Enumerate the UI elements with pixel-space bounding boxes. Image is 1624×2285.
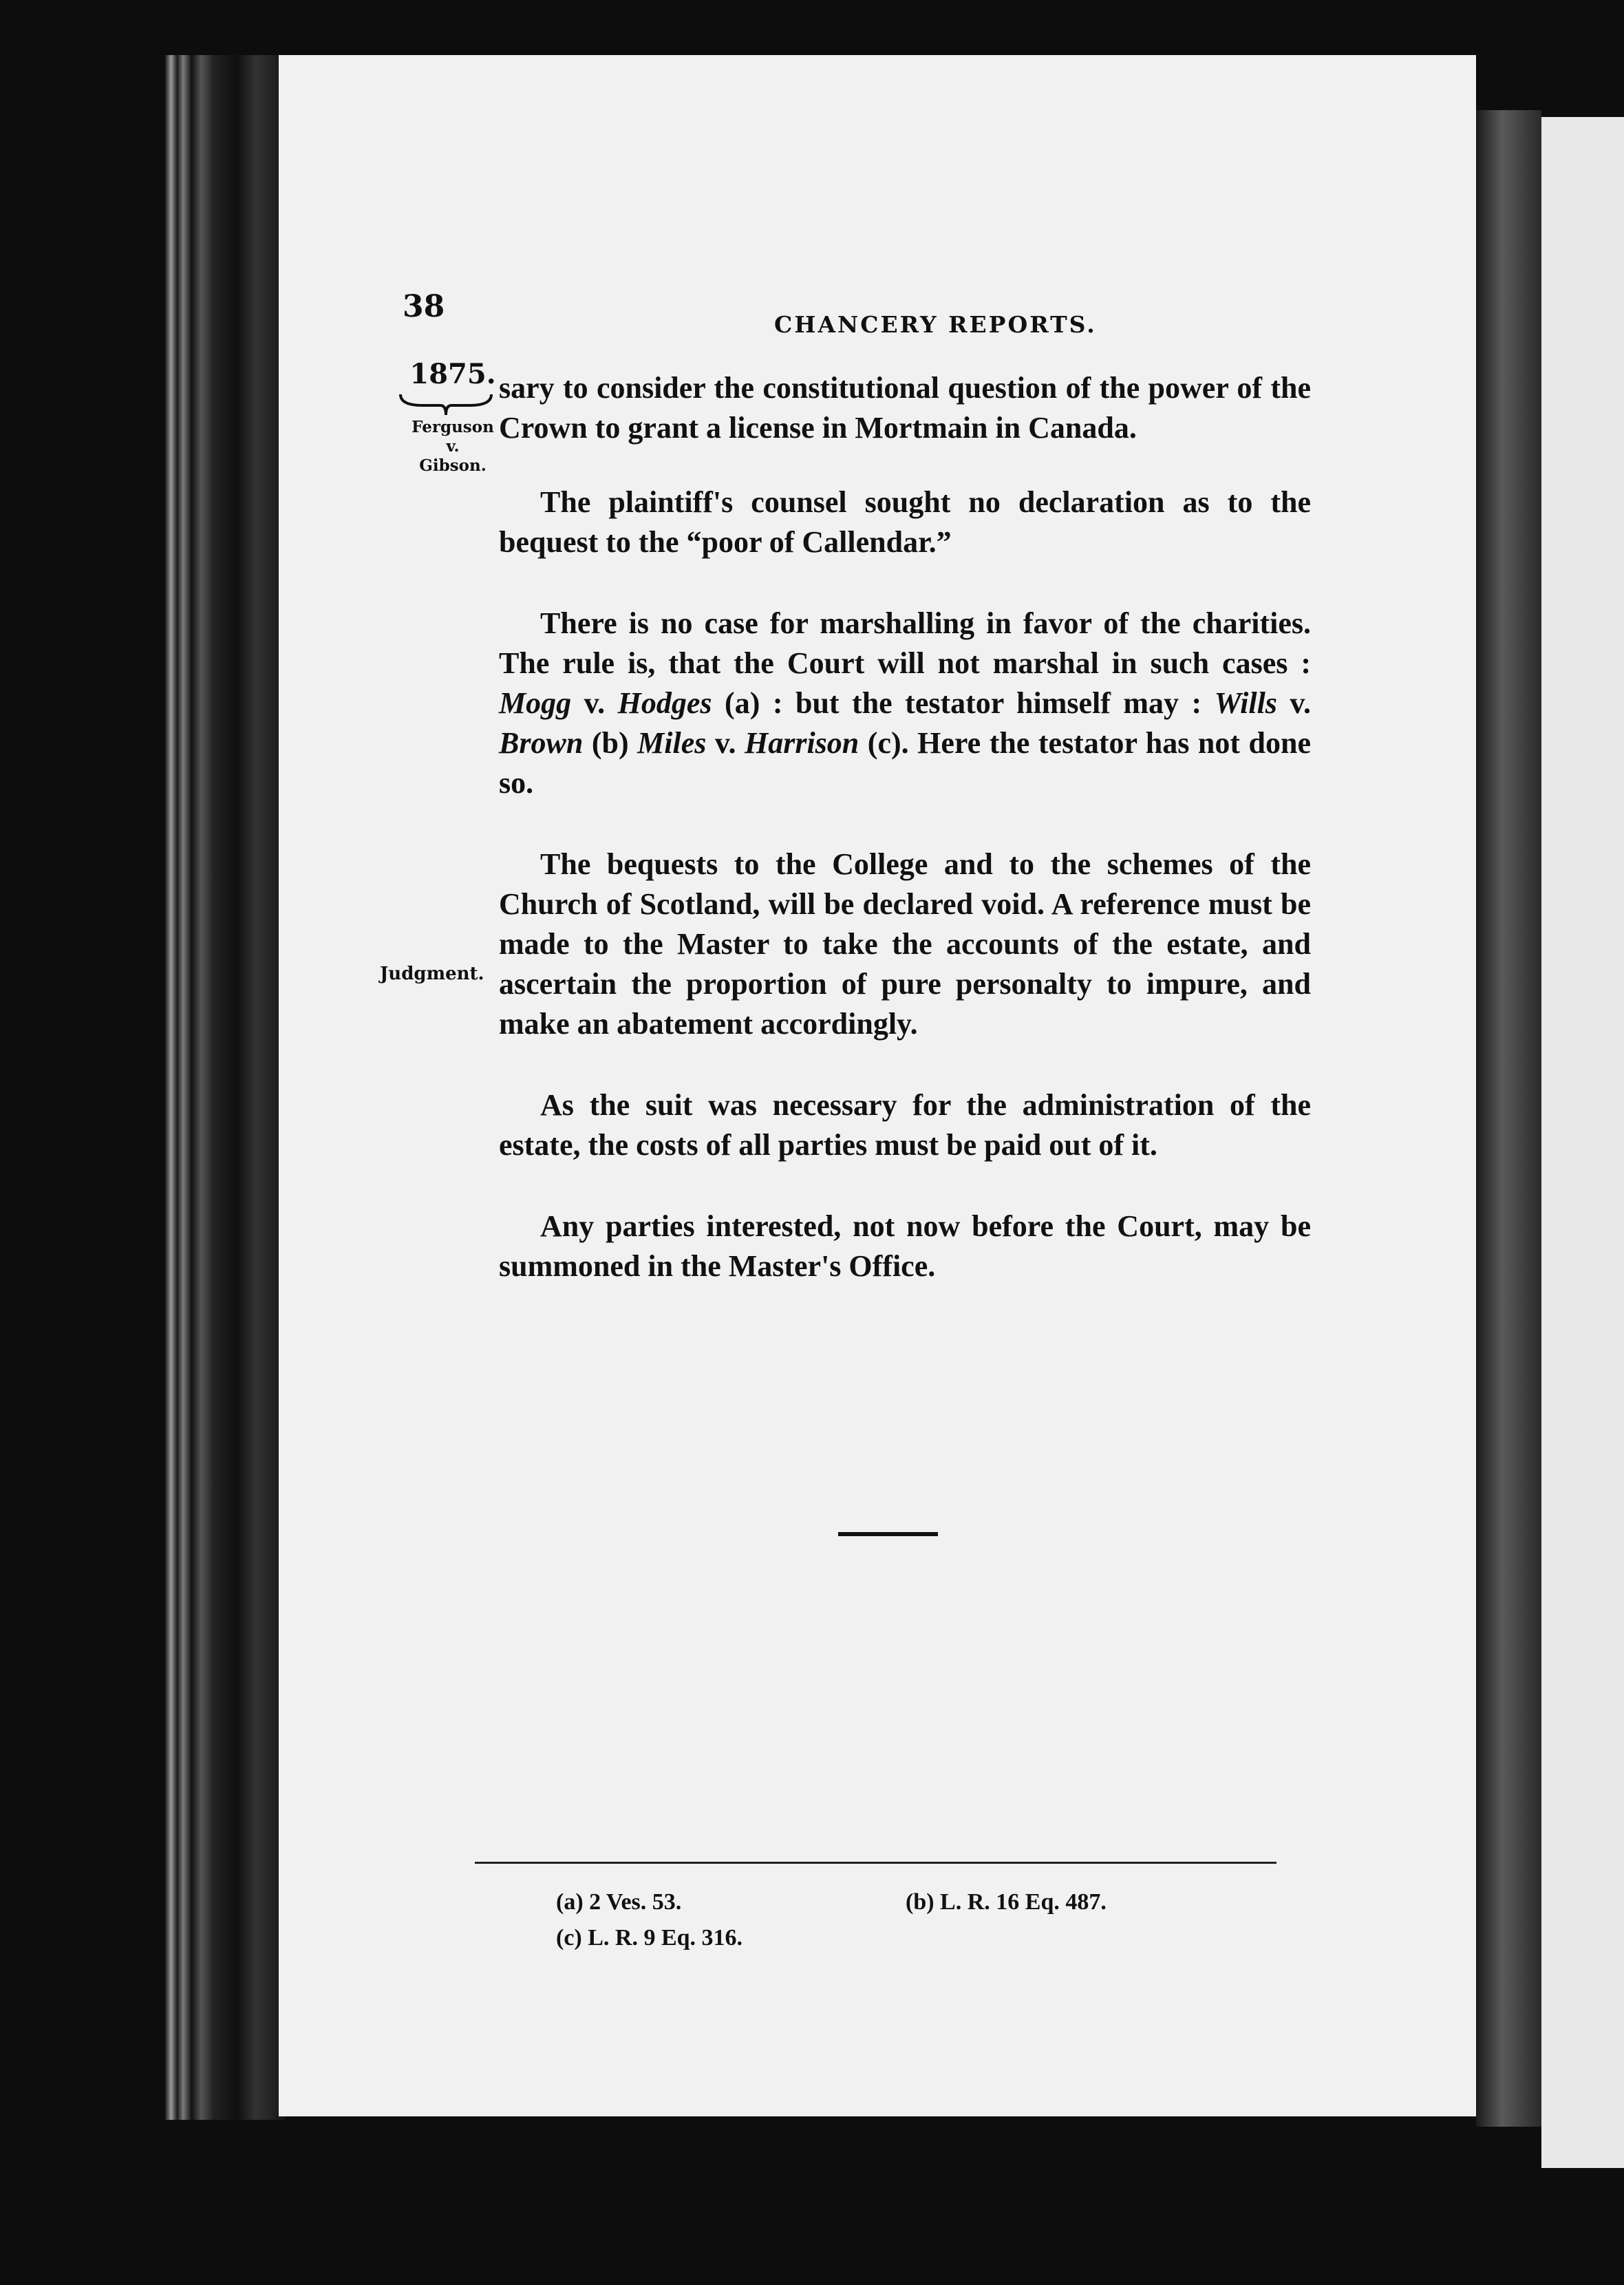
paragraph-2: The plaintiff's counsel sought no declaration as to the bequest to the “poor of Callendar.” [499,485,1311,559]
running-head: CHANCERY REPORTS. [774,311,1097,338]
margin-year: 1875. [409,358,496,390]
paragraph-1: sary to consider the constitutional question of the power of the Crown to grant a license in Mortmain in Canada. [499,371,1311,445]
paragraph-5: As the suit was necessary for the administration of the estate, the costs of all parties must be paid out of it. [499,1088,1311,1162]
case-name: Brown [499,726,584,760]
paragraph-4: The bequests to the College and to the schemes of the Church of Scotland, will be declared void. A reference must be made to the Master to take the accounts of the estate, and ascertain the proportion of pure personalty to impure, and make an abatement accordingly. [499,847,1311,1041]
footnote-c: (c) L. R. 9 Eq. 316. [556,1925,743,1951]
margin-judgment-label: Judgment. [380,964,484,984]
footnote-ref: (c). [859,726,909,760]
case-name: Miles [637,726,707,760]
body-text [499,368,1311,1328]
book-binding-edge [165,55,286,2120]
case-name: Mogg [499,686,572,720]
page-header [403,289,1345,338]
paragraph-3 [499,604,1311,803]
case-name: Hodges [617,686,712,720]
footnote-ref: (a) : but the testator himself may : [712,686,1215,720]
case-versus: v. [571,686,618,720]
case-name: Harrison [744,726,859,760]
footnote-b: (b) L. R. 16 Eq. 487. [906,1889,1107,1915]
paragraph-3-text: There is no case for marshalling in favor of the charities. The rule is, that the Court will not marshal in such cases : [499,606,1311,680]
case-versus: v. [1276,686,1311,720]
footnote-ref: (b) [583,726,638,760]
section-end-rule [838,1532,938,1536]
footnote-a: (a) 2 Ves. 53. [556,1889,682,1915]
paragraph-3-tail: Here the testator has not done so. [499,726,1311,800]
page-number: 38 [403,289,445,324]
brace-icon [398,390,494,418]
footnote-divider [475,1862,1276,1864]
margin-case-reference [398,358,508,476]
margin-case-party-1: Ferguson [412,418,494,436]
margin-case-party-2: Gibson. [419,456,487,475]
case-name: Wills [1214,686,1277,720]
page-gutter-shadow [1476,110,1541,2127]
case-versus: v. [706,726,745,760]
paragraph-6: Any parties interested, not now before the Court, may be summoned in the Master's Office. [499,1209,1311,1283]
margin-case-versus: v. [446,437,460,456]
adjacent-page-edge [1541,117,1624,2168]
